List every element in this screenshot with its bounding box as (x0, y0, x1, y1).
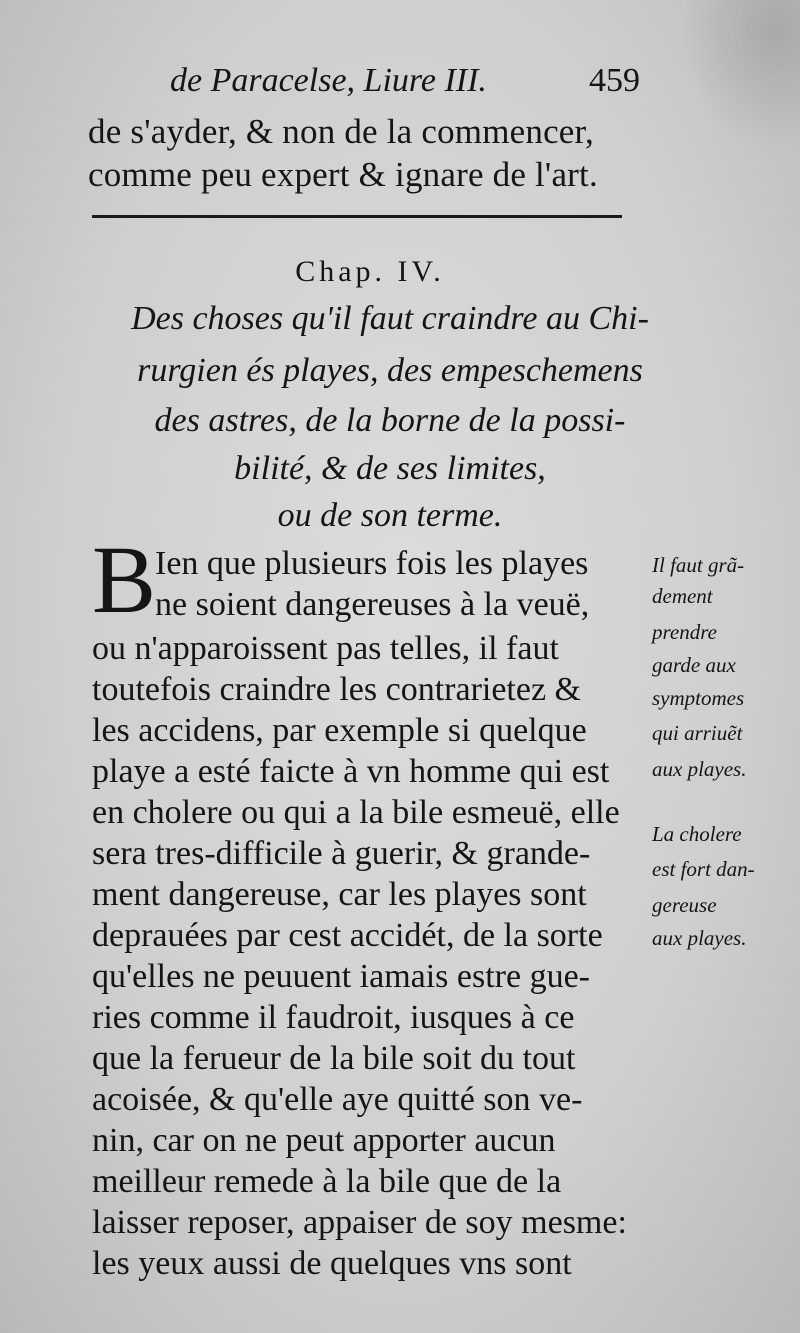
margin-note-line: gereuse (652, 893, 717, 917)
body-line: ne soient dangereuses à la veuë, (155, 586, 590, 623)
body-line: playe a esté faicte à vn homme qui est (92, 753, 610, 790)
body-line: nin, car on ne peut apporter aucun (92, 1122, 556, 1159)
body-line: qu'elles ne peuuent iamais estre gue- (92, 958, 590, 995)
body-line: ment dangereuse, car les playes sont (92, 876, 587, 913)
chapter-title-line: Des choses qu'il faut craindre au Chi- (131, 300, 649, 337)
horizontal-rule (92, 215, 622, 218)
chapter-title-line: des astres, de la borne de la possi- (154, 402, 626, 439)
margin-note-line: Il faut grã- (652, 553, 745, 577)
chapter-title-line: rurgien és playes, des empeschemens (137, 352, 643, 389)
chapter-title-line: bilité, & de ses limites, (234, 450, 546, 487)
drop-cap: B (92, 526, 157, 633)
text-line: comme peu expert & ignare de l'art. (88, 155, 598, 194)
body-line: les yeux aussi de quelques vns sont (92, 1245, 572, 1282)
margin-note-line: prendre (652, 620, 717, 644)
body-line: en cholere ou qui a la bile esmeuë, elle (92, 794, 620, 831)
body-line: deprauées par cest accidét, de la sorte (92, 917, 603, 954)
margin-note-line: La cholere (652, 822, 742, 846)
margin-note-line: symptomes (652, 686, 745, 710)
page-header (170, 62, 640, 112)
margin-note-line: dement (652, 584, 713, 608)
body-line: meilleur remede à la bile que de la (92, 1163, 562, 1200)
body-line: acoisée, & qu'elle aye quitté son ve- (92, 1081, 583, 1118)
running-title: de Paracelse, Liure III. (170, 62, 487, 99)
margin-note-line: aux playes. (652, 926, 747, 950)
body-line: ries comme il faudroit, iusques à ce (92, 999, 575, 1036)
margin-note-line: est fort dan- (652, 857, 755, 881)
chapter-heading: Chap. IV. (295, 255, 445, 288)
text-line: de s'ayder, & non de la commencer, (88, 112, 594, 151)
body-line: que la ferueur de la bile soit du tout (92, 1040, 576, 1077)
body-line: sera tres-difficile à guerir, & grande- (92, 835, 591, 872)
paper-stain (680, 0, 800, 150)
body-line: Ien que plusieurs fois les playes (155, 545, 589, 582)
margin-note-line: aux playes. (652, 757, 747, 781)
page-number: 459 (589, 62, 640, 99)
margin-note-line: garde aux (652, 653, 736, 677)
body-line: ou n'apparoissent pas telles, il faut (92, 630, 559, 667)
margin-note-line: qui arriuẽt (652, 721, 743, 745)
body-line: laisser reposer, appaiser de soy mesme: (92, 1204, 627, 1241)
body-line: les accidens, par exemple si quelque (92, 712, 587, 749)
chapter-title-line: ou de son terme. (277, 497, 503, 534)
body-line: toutefois craindre les contrarietez & (92, 671, 581, 708)
